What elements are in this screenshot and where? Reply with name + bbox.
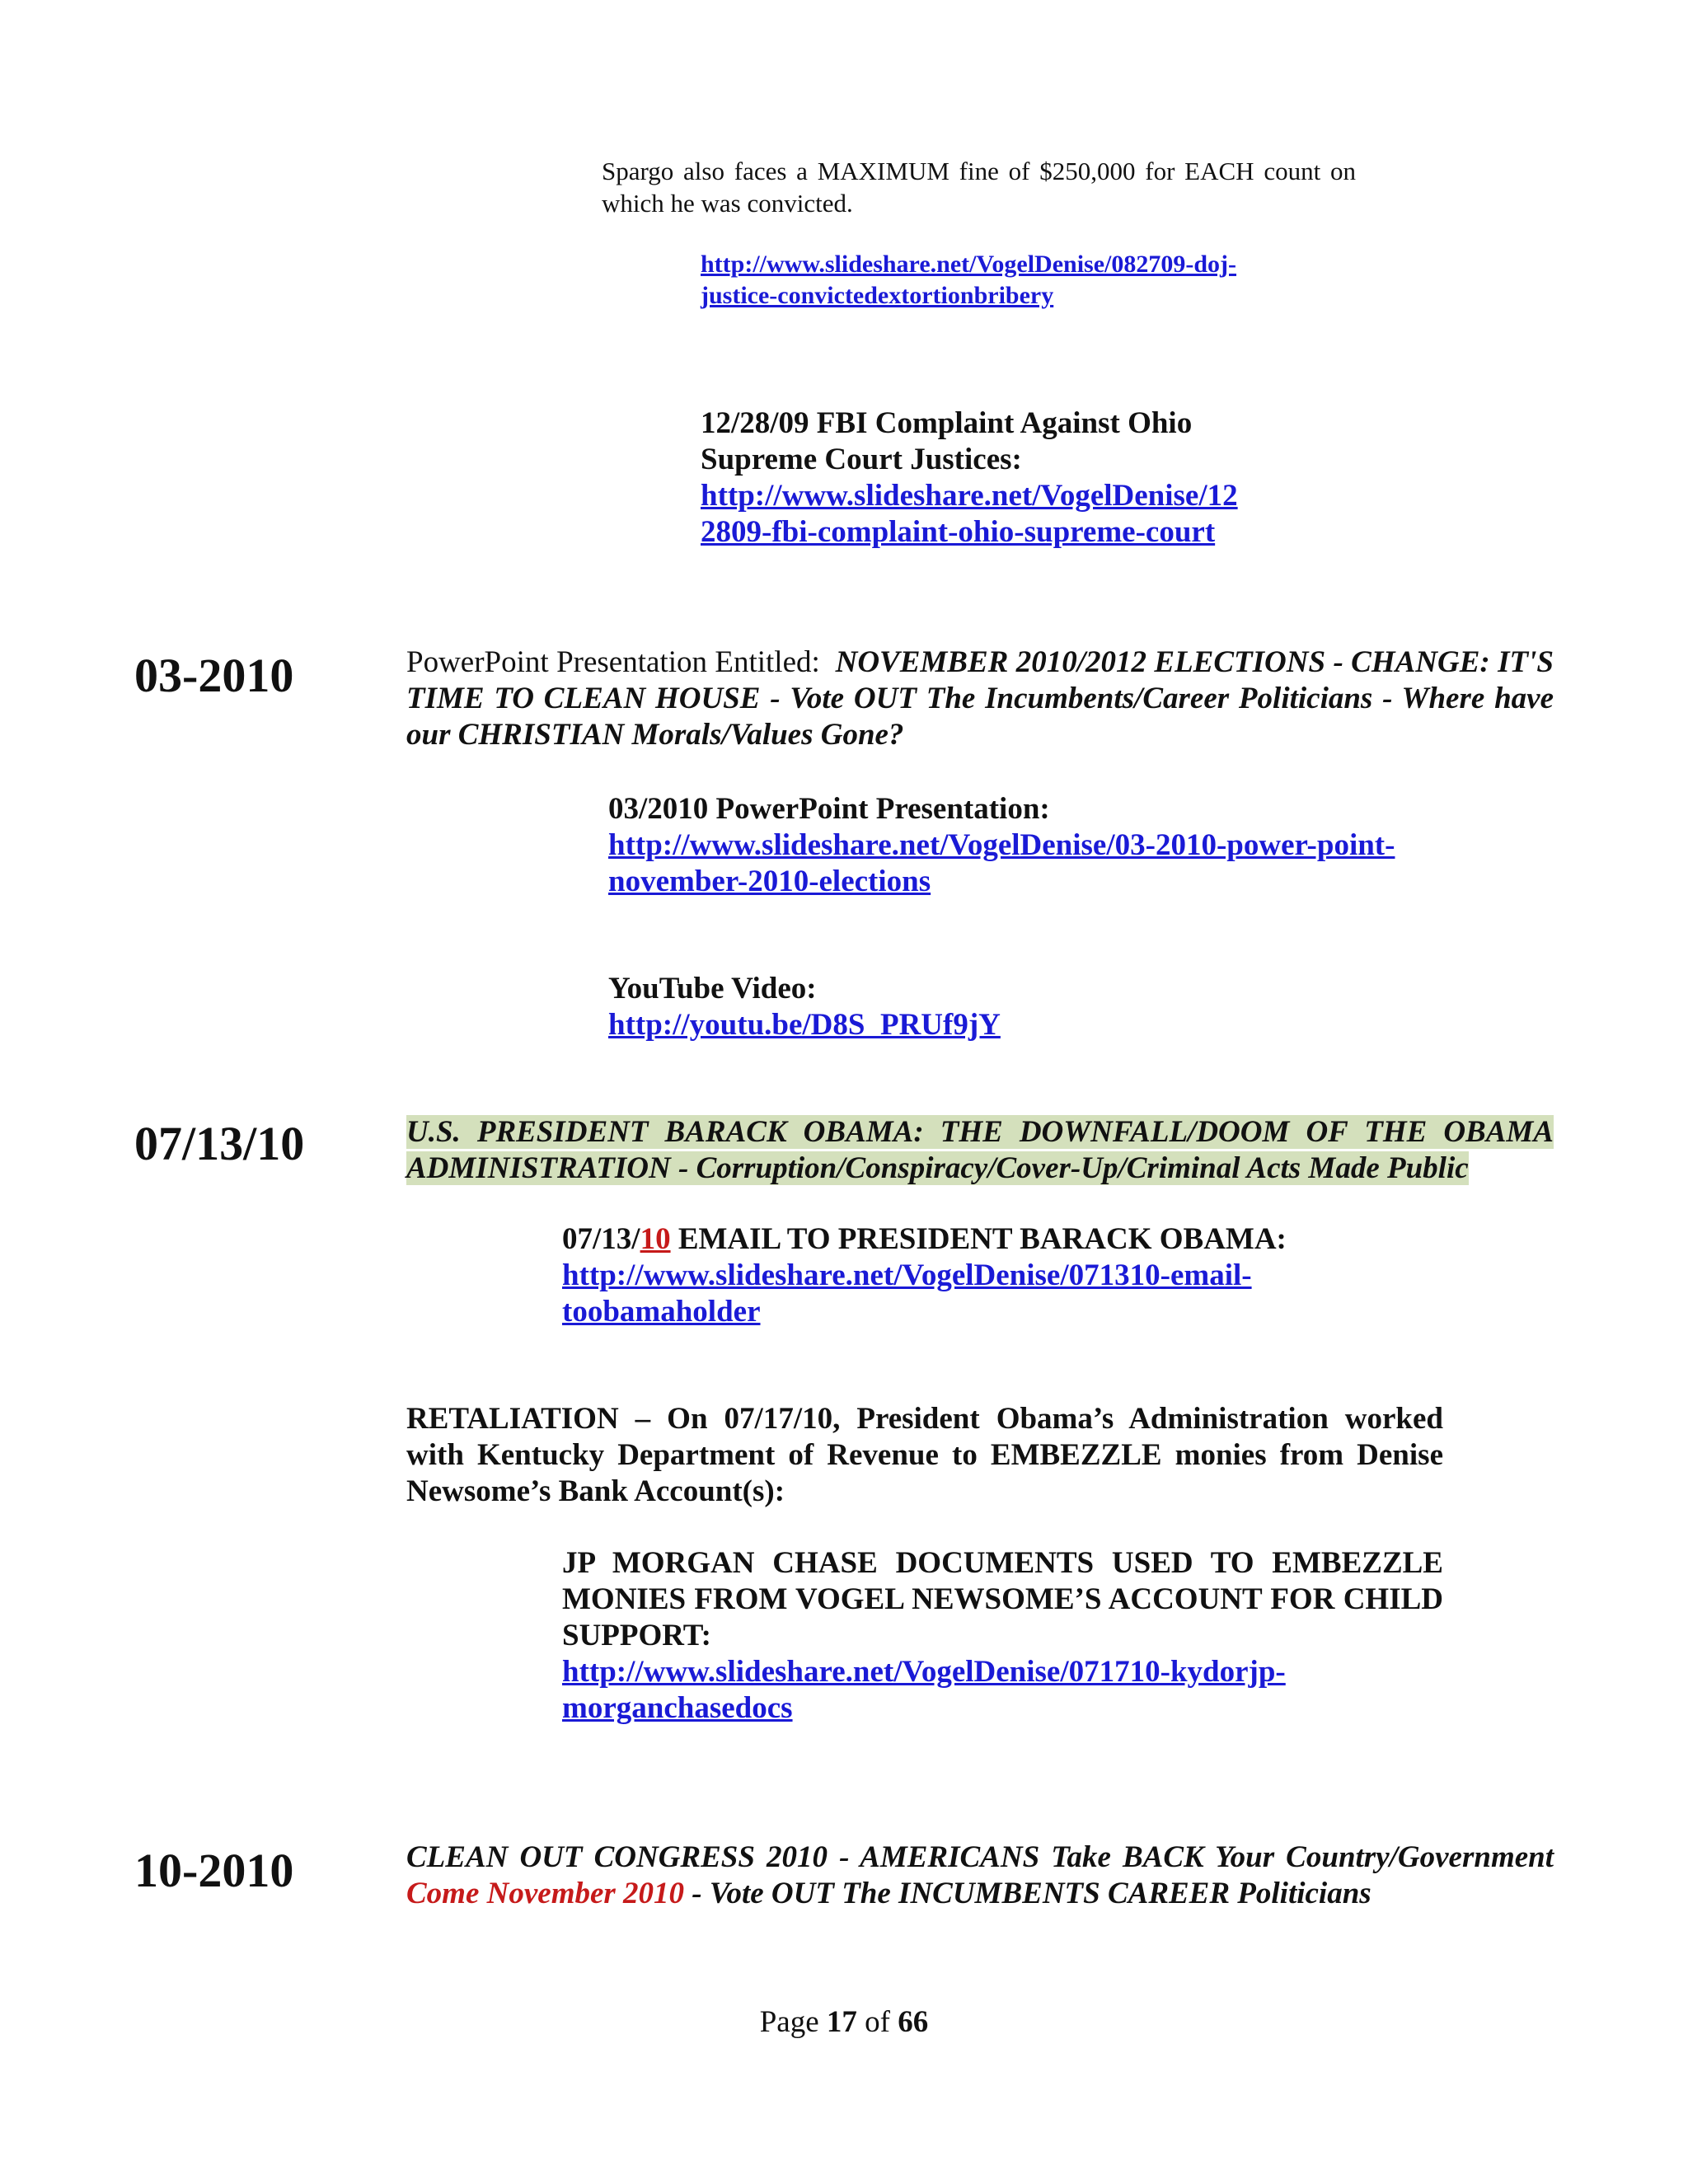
footer-total-pages: 66 xyxy=(898,2005,929,2039)
jp-morgan-sentence: JP MORGAN CHASE DOCUMENTS USED TO EMBEZZLE MONIES FROM VOGEL NEWSOME’S ACCOUNT FOR CHILD SUPPORT: xyxy=(562,1546,1443,1652)
fbi-heading-line-1: 12/28/09 FBI Complaint Against Ohio xyxy=(701,406,1193,440)
doj-link-line-1[interactable]: http://www.slideshare.net/VogelDenise/082709-doj- xyxy=(701,251,1237,278)
ppt-link-block xyxy=(608,791,1395,900)
youtube-block xyxy=(608,971,1001,1043)
date-07-13-10: 07/13/10 xyxy=(134,1117,305,1170)
ppt-link-line-2[interactable]: november-2010-elections xyxy=(608,865,931,898)
date-10-2010: 10-2010 xyxy=(134,1844,294,1897)
retaliation-sentence: RETALIATION – On 07/17/10, President Obama’s Administration worked with Kentucky Department of Revenue to EMBEZZLE monies from Denise Newsome’s Bank Account(s): xyxy=(406,1402,1443,1508)
footer-of-word: of xyxy=(865,2005,890,2039)
email-link-line-1[interactable]: http://www.slideshare.net/VogelDenise/071310-email- xyxy=(562,1258,1252,1292)
footer-page-number: 17 xyxy=(826,2005,857,2039)
jp-link-line-1[interactable]: http://www.slideshare.net/VogelDenise/071710-kydorjp- xyxy=(562,1655,1286,1689)
fbi-link-line-2[interactable]: 2809-fbi-complaint-ohio-supreme-court xyxy=(701,515,1216,549)
doj-link-line-2[interactable]: justice-convictedextortionbribery xyxy=(701,282,1054,309)
obama-headline-line-1: U.S. PRESIDENT BARACK OBAMA: THE DOWNFALL/DOOM OF THE OBAMA xyxy=(406,1115,1554,1149)
ppt-intro-text: PowerPoint Presentation Entitled: xyxy=(406,645,820,679)
fbi-complaint-block xyxy=(701,405,1238,551)
fbi-heading-line-2: Supreme Court Justices: xyxy=(701,443,1022,476)
clean-out-congress-text xyxy=(406,1840,1554,1912)
ppt-link-line-1[interactable]: http://www.slideshare.net/VogelDenise/03-2010-power-point- xyxy=(608,828,1395,862)
obama-headline xyxy=(406,1114,1554,1187)
congress-text-part-1: CLEAN OUT CONGRESS 2010 - AMERICANS Take BACK Your Country/Government xyxy=(406,1840,1554,1874)
congress-text-red: Come November 2010 xyxy=(406,1877,685,1910)
email-red-year: 10 xyxy=(640,1222,671,1256)
ppt-label: 03/2010 PowerPoint Presentation: xyxy=(608,792,1050,826)
election-ppt-description xyxy=(406,644,1554,753)
doj-link-block xyxy=(701,249,1236,312)
youtube-label: YouTube Video: xyxy=(608,972,817,1005)
jp-morgan-link-block xyxy=(562,1654,1286,1727)
ppt-title-text: NOVEMBER 2010/2012 ELECTIONS - CHANGE: IT'S TIME TO CLEAN HOUSE - Vote OUT The Incumbents/Career Politicians - Where have our CHRISTIAN Morals/Values Gone? xyxy=(406,645,1554,752)
page-footer xyxy=(0,2004,1688,2041)
congress-text-part-2: - Vote OUT The INCUMBENTS CAREER Politicians xyxy=(692,1877,1372,1910)
retaliation-text xyxy=(406,1401,1443,1510)
spargo-fine-sentence: Spargo also faces a MAXIMUM fine of $250,000 for EACH count on which he was convicted. xyxy=(602,157,1356,218)
email-obama-block xyxy=(562,1221,1287,1330)
youtube-link[interactable]: http://youtu.be/D8S_PRUf9jY xyxy=(608,1008,1001,1042)
spargo-fine-text xyxy=(602,155,1356,219)
jp-link-line-2[interactable]: morganchasedocs xyxy=(562,1691,793,1725)
footer-page-word: Page xyxy=(759,2005,819,2039)
email-link-line-2[interactable]: toobamaholder xyxy=(562,1295,761,1329)
fbi-link-line-1[interactable]: http://www.slideshare.net/VogelDenise/12 xyxy=(701,479,1238,513)
email-suffix: EMAIL TO PRESIDENT BARACK OBAMA: xyxy=(670,1222,1287,1256)
email-prefix: 07/13/ xyxy=(562,1222,640,1256)
jp-morgan-text xyxy=(562,1545,1443,1654)
date-03-2010: 03-2010 xyxy=(134,649,294,702)
obama-headline-line-2: ADMINISTRATION - Corruption/Conspiracy/Cover-Up/Criminal Acts Made Public xyxy=(406,1151,1469,1185)
